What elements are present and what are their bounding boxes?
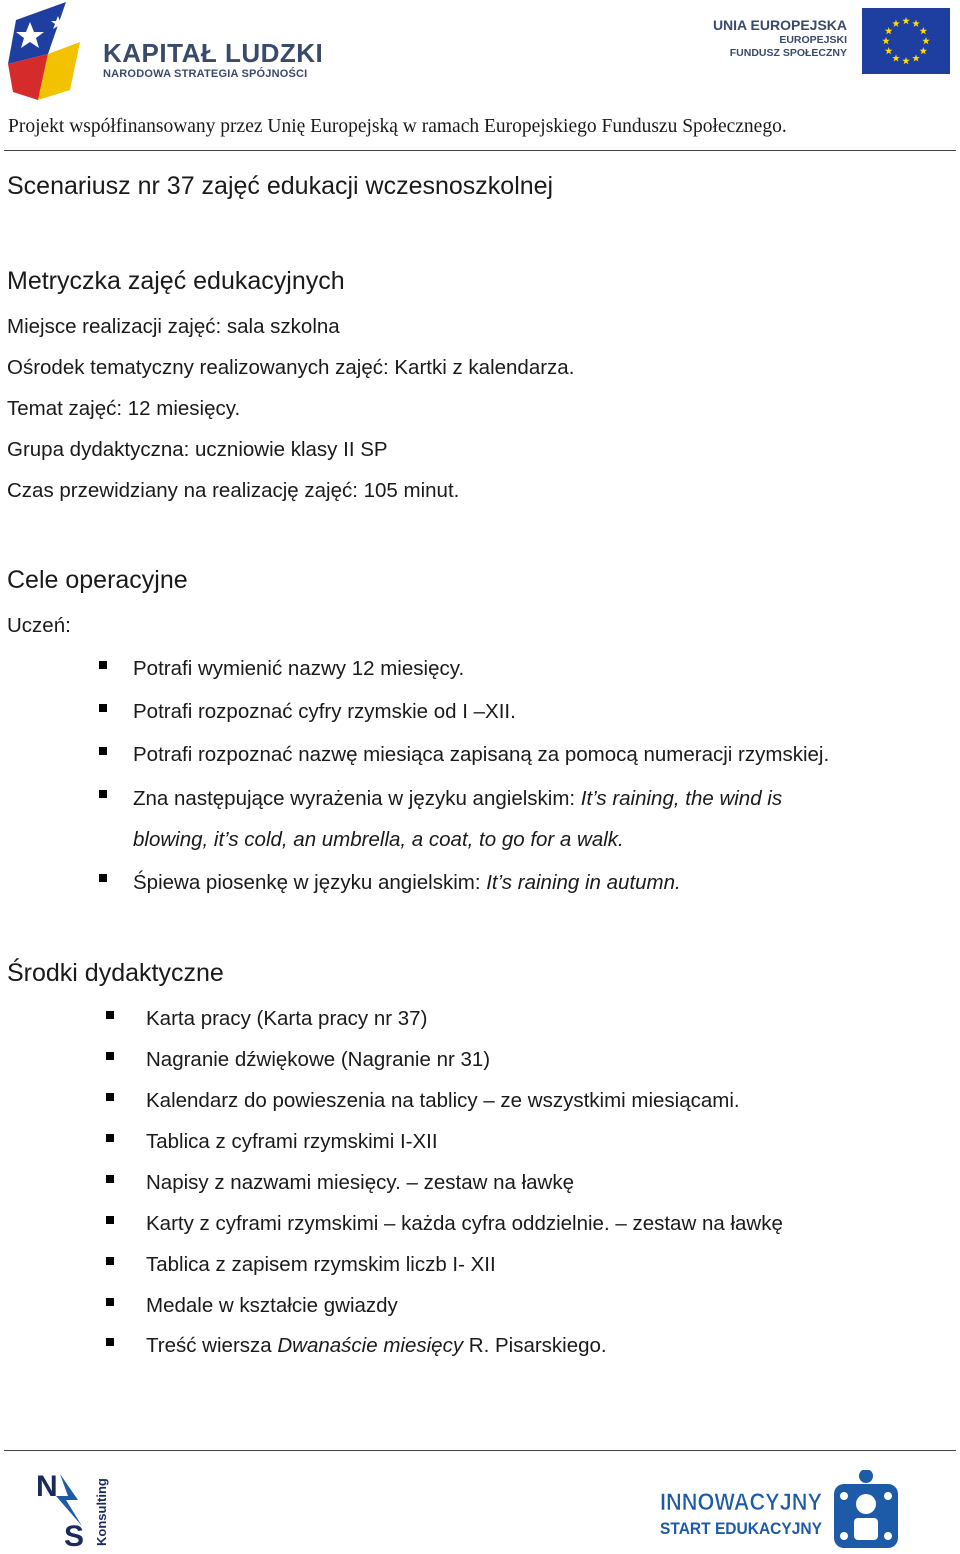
kapital-ludzki-emblem <box>8 2 88 102</box>
cel-item-text: Zna następujące wyrażenia w języku angielskim: <box>133 787 581 810</box>
eu-line-1: UNIA EUROPEJSKA <box>712 17 847 33</box>
metryczka-line: Czas przewidziany na realizację zajęć: 105 minut. <box>7 479 460 502</box>
ns-logo-word: Konsulting <box>94 1478 109 1546</box>
cel-item-english: It’s raining, the wind is <box>580 787 783 810</box>
bullet-icon <box>106 1298 114 1306</box>
eu-flag-icon <box>862 8 950 74</box>
uczen-label: Uczeń: <box>7 614 71 637</box>
page-header <box>0 0 960 150</box>
ns-logo-letter-s: S <box>64 1520 85 1550</box>
cel-item: Potrafi rozpoznać cyfry rzymskie od I –XII. <box>133 700 516 723</box>
metryczka-line: Ośrodek tematyczny realizowanych zajęć: Kartki z kalendarza. <box>7 356 575 379</box>
bullet-icon <box>99 661 107 669</box>
cel-item: Potrafi rozpoznać nazwę miesiąca zapisaną za pomocą numeracji rzymskiej. <box>133 743 830 766</box>
innowacyjny-text: INNOWACYJNY <box>660 1489 822 1516</box>
metryczka-heading: Metryczka zajęć edukacyjnych <box>7 267 345 295</box>
cel-item-english: It’s raining in autumn. <box>486 871 681 894</box>
eu-logo-text <box>712 16 847 60</box>
srodek-item-author: R. Pisarskiego. <box>463 1334 607 1357</box>
innowacyjny-start-logo <box>660 1470 908 1552</box>
ns-logo-letter-n: N <box>36 1470 58 1503</box>
ns-konsulting-logo <box>34 1466 114 1550</box>
eu-line-3: FUNDUSZ SPOŁECZNY <box>729 47 847 59</box>
srodek-item: Karta pracy (Karta pracy nr 37) <box>146 1007 428 1030</box>
bullet-icon <box>106 1093 114 1101</box>
metryczka-line: Grupa dydaktyczna: uczniowie klasy II SP <box>7 438 388 461</box>
cel-item-text: Śpiewa piosenkę w języku angielskim: <box>133 871 487 894</box>
footer-divider <box>4 1450 956 1451</box>
srodek-item: Nagranie dźwiękowe (Nagranie nr 31) <box>146 1048 491 1071</box>
bullet-icon <box>106 1175 114 1183</box>
bullet-icon <box>106 1338 114 1346</box>
kapital-ludzki-title: KAPITAŁ LUDZKI <box>103 38 324 68</box>
cel-item: Potrafi wymienić nazwy 12 miesięcy. <box>133 657 465 680</box>
cele-heading: Cele operacyjne <box>7 566 188 594</box>
eu-logo <box>712 8 952 78</box>
srodek-item: Napisy z nazwami miesięcy. – zestaw na ławkę <box>146 1171 574 1194</box>
cel-item <box>133 787 782 811</box>
header-divider <box>4 150 956 151</box>
cel-item-continuation: blowing, it’s cold, an umbrella, a coat, to go for a walk. <box>133 828 624 851</box>
bullet-icon <box>106 1052 114 1060</box>
metryczka-line: Temat zajęć: 12 miesięcy. <box>7 397 241 420</box>
bullet-icon <box>106 1257 114 1265</box>
srodki-heading: Środki dydaktyczne <box>7 959 224 987</box>
eu-line-2: EUROPEJSKI <box>779 34 847 46</box>
srodek-item <box>146 1334 607 1358</box>
bullet-icon <box>99 704 107 712</box>
srodek-item: Medale w kształcie gwiazdy <box>146 1294 398 1317</box>
start-edukacyjny-text: START EDUKACYJNY <box>660 1519 823 1538</box>
srodek-item: Kalendarz do powieszenia na tablicy – ze wszystkimi miesiącami. <box>146 1089 740 1112</box>
bullet-icon <box>106 1134 114 1142</box>
srodek-item: Karty z cyframi rzymskimi – każda cyfra oddzielnie. – zestaw na ławkę <box>146 1212 783 1235</box>
srodek-item-text: Treść wiersza <box>146 1334 278 1357</box>
poem-title: Dwanaście miesięcy <box>277 1334 464 1357</box>
kapital-ludzki-logo <box>8 2 328 102</box>
document-title: Scenariusz nr 37 zajęć edukacji wczesnoszkolnej <box>7 172 554 200</box>
metryczka-line: Miejsce realizacji zajęć: sala szkolna <box>7 315 340 338</box>
kapital-ludzki-subtitle: NARODOWA STRATEGIA SPÓJNOŚCI <box>103 68 308 80</box>
bullet-icon <box>99 747 107 755</box>
srodek-item: Tablica z cyframi rzymskimi I-XII <box>146 1130 438 1153</box>
bullet-icon <box>106 1216 114 1224</box>
puzzle-figure-icon <box>834 1470 898 1548</box>
bullet-icon <box>99 790 107 798</box>
project-cofinance-note: Projekt współfinansowany przez Unię Europejską w ramach Europejskiego Funduszu Społecznego. <box>8 116 787 137</box>
srodek-item: Tablica z zapisem rzymskim liczb I- XII <box>146 1253 496 1276</box>
bullet-icon <box>99 874 107 882</box>
cel-item <box>133 871 681 895</box>
bullet-icon <box>106 1011 114 1019</box>
